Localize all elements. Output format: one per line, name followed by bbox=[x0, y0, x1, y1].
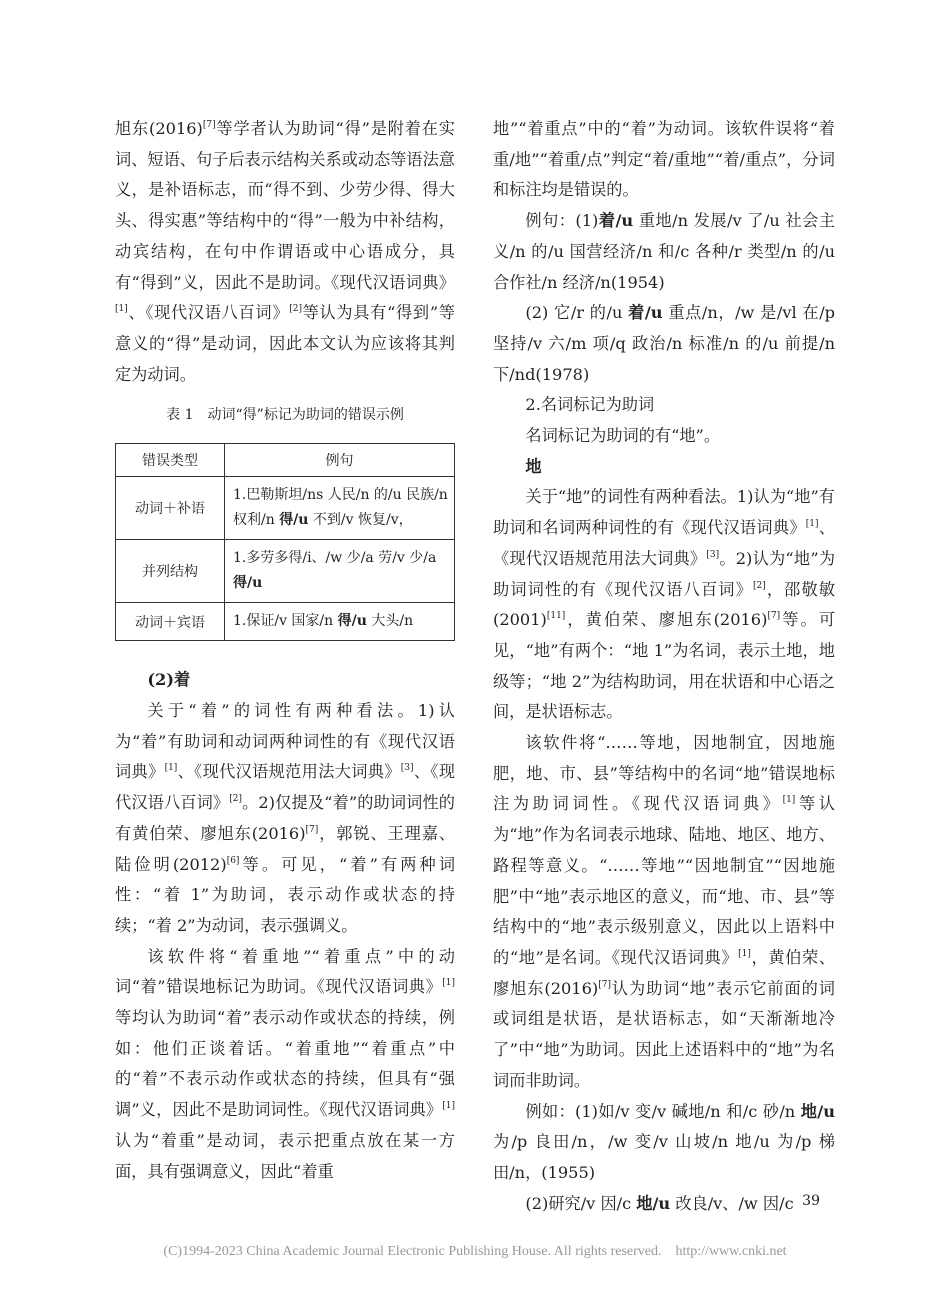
citation: [1] bbox=[115, 304, 128, 315]
table-caption: 表 1 动词“得”标记为助词的错误示例 bbox=[166, 407, 404, 424]
subsection-heading: 2.名词标记为助词 bbox=[525, 395, 655, 415]
citation: [1] bbox=[738, 948, 751, 959]
page-number: 39 bbox=[802, 1193, 820, 1209]
table-row bbox=[116, 477, 455, 540]
citation: [1] bbox=[442, 978, 455, 989]
citation: [7] bbox=[598, 979, 611, 990]
example-sentence: (2) 它/r 的/u 着/u 重点/n，/w 是/vl 在/p 坚持/v 六/m 项/q 政治/n 标准/n 的/u 前提/n 下/nd(1978) bbox=[493, 303, 836, 384]
section-title-di: 地 bbox=[525, 456, 542, 476]
example-sentence: (2)研究/v 因/c 地/u 改良/v、/w 因/c bbox=[525, 1193, 794, 1213]
citation: [3] bbox=[706, 549, 720, 560]
right-column bbox=[493, 114, 835, 1219]
left-column bbox=[115, 114, 455, 1187]
paragraph-de-conclusion: 旭东(2016)[7]等学者认为助词“得”是附着在实词、短语、句子后表示结构关系或动态等语法意义，是补语标志，而“得不到、少劳少得、得大头、得实惠”等结构中的“得”一般为中补结构，动宾结构，在句中作谓语或中心语成分，具有“得到”义，因此不是助词。《现代汉语词典》[1]、《现代汉语八百词》[2]等认为具有“得到”等意义的“得”是动词，因此本文认为应该将其判定为动词。 bbox=[115, 119, 455, 384]
table-cell-example: 1.多劳多得/i、/w 少/a 劳/v 少/a 得/u bbox=[225, 540, 455, 603]
citation: [1] bbox=[442, 1101, 455, 1112]
example-sentence: 例句：(1)着/u 重地/n 发展/v 了/u 社会主义/n 的/u 国营经济/n 和/c 各种/r 类型/n 的/u 合作社/n 经济/n(1954) bbox=[493, 211, 835, 292]
table-header: 错误类型 bbox=[116, 444, 225, 477]
table-cell-type: 动词＋补语 bbox=[116, 477, 225, 540]
paragraph-zhe-continued: 地”“着重点”中的“着”为动词。该软件误将“着重/地”“着重/点”判定“着/重地”“着/重点”，分词和标注均是错误的。 bbox=[493, 119, 835, 200]
paragraph-di-views: 关于“地”的词性有两种看法。1)认为“地”有助词和名词两种词性的有《现代汉语词典》[1]、《现代汉语规范用法大词典》[3]。2)认为“地”为助词词性的有《现代汉语八百词》[2]，邵敬敏(2001)[11]，黄伯荣、廖旭东(2016)[7]等。可见，“地”有两个：“地 1”为名词，表示土地，地级等；“地 2”为结构助词，用在状语和中心语之间，是状语标志。 bbox=[493, 487, 836, 722]
citation: [2] bbox=[752, 580, 766, 591]
section-title-zhe: (2)着 bbox=[147, 670, 191, 690]
citation: [1] bbox=[805, 519, 819, 530]
table-header: 例句 bbox=[225, 444, 455, 477]
paragraph-di-analysis: 该软件将“……等地，因地制宜，因地施肥，地、市、县”等结构中的名词“地”错误地标注为助词词性。《现代汉语词典》[1]等认为“地”作为名词表示地球、陆地、地区、地方、路程等意义。“……等地”“因地制宜”“因地施肥”中“地”表示地区的意义，而“地、市、县”等结构中的“地”表示级别意义，因此以上语料中的“地”是名词。《现代汉语词典》[1]，黄伯荣、廖旭东(2016)[7]认为助词“地”表示它前面的词或词组是状语，是状语标志，如“天渐渐地冷了”中“地”为助词。因此上述语料中的“地”为名词而非助词。 bbox=[493, 733, 836, 1090]
citation: [7] bbox=[202, 120, 216, 130]
table-header-row bbox=[116, 444, 455, 477]
table-row bbox=[116, 603, 455, 641]
table-cell-type: 动词＋宾语 bbox=[116, 603, 225, 641]
citation: [7] bbox=[305, 824, 319, 835]
error-table bbox=[115, 443, 455, 641]
citation: [3] bbox=[400, 763, 414, 774]
citation: [2] bbox=[289, 304, 302, 315]
table-cell-example: 1.保证/v 国家/n 得/u 大头/n bbox=[225, 603, 455, 641]
paragraph-zhe-views: 关于“着”的词性有两种看法。1)认为“着”有助词和动词两种词性的有《现代汉语词典》[1]、《现代汉语规范用法大词典》[3]、《现代汉语八百词》[2]。2)仅提及“着”的助词词性的有黄伯荣、廖旭东(2016)[7]，郭锐、王理嘉、陆俭明(2012)[6]等。可见，“着”有两种词性：“着 1”为助词，表示动作或状态的持续；“着 2”为动词，表示强调义。 bbox=[115, 701, 456, 935]
citation: [6] bbox=[226, 855, 240, 866]
paragraph-zhe-analysis: 该软件将“着重地”“着重点”中的动词“着”错误地标记为助词。《现代汉语词典》[1]等均认为助词“着”表示动作或状态的持续，例如：他们正谈着话。“着重地”“着重点”中的“着”不表示动作或状态的持续，但具有“强调”义，因此不是助词词性。《现代汉语词典》[1]认为“着重”是动词，表示把重点放在某一方面，具有强调意义，因此“着重 bbox=[115, 946, 455, 1181]
citation: [1] bbox=[782, 795, 796, 806]
citation: [1] bbox=[164, 763, 178, 774]
citation: [2] bbox=[229, 794, 242, 805]
table-row bbox=[116, 540, 455, 603]
table-cell-example: 1.巴勒斯坦/ns 人民/n 的/u 民族/n 权利/n 得/u 不到/v 恢复/v， bbox=[225, 477, 455, 540]
table-cell-type: 并列结构 bbox=[116, 540, 225, 603]
subsection-intro: 名词标记为助词的有“地”。 bbox=[525, 426, 721, 446]
example-sentence: 例如：(1)如/v 变/v 碱地/n 和/c 砂/n 地/u 为/p 良田/n，/w 变/v 山坡/n 地/u 为/p 梯田/n，(1955) bbox=[493, 1101, 835, 1182]
copyright-footer: (C)1994-2023 China Academic Journal Electronic Publishing House. All rights reserved. http://www.cnki.net bbox=[163, 1244, 787, 1259]
citation: [11] bbox=[546, 611, 566, 622]
citation: [7] bbox=[767, 611, 781, 622]
